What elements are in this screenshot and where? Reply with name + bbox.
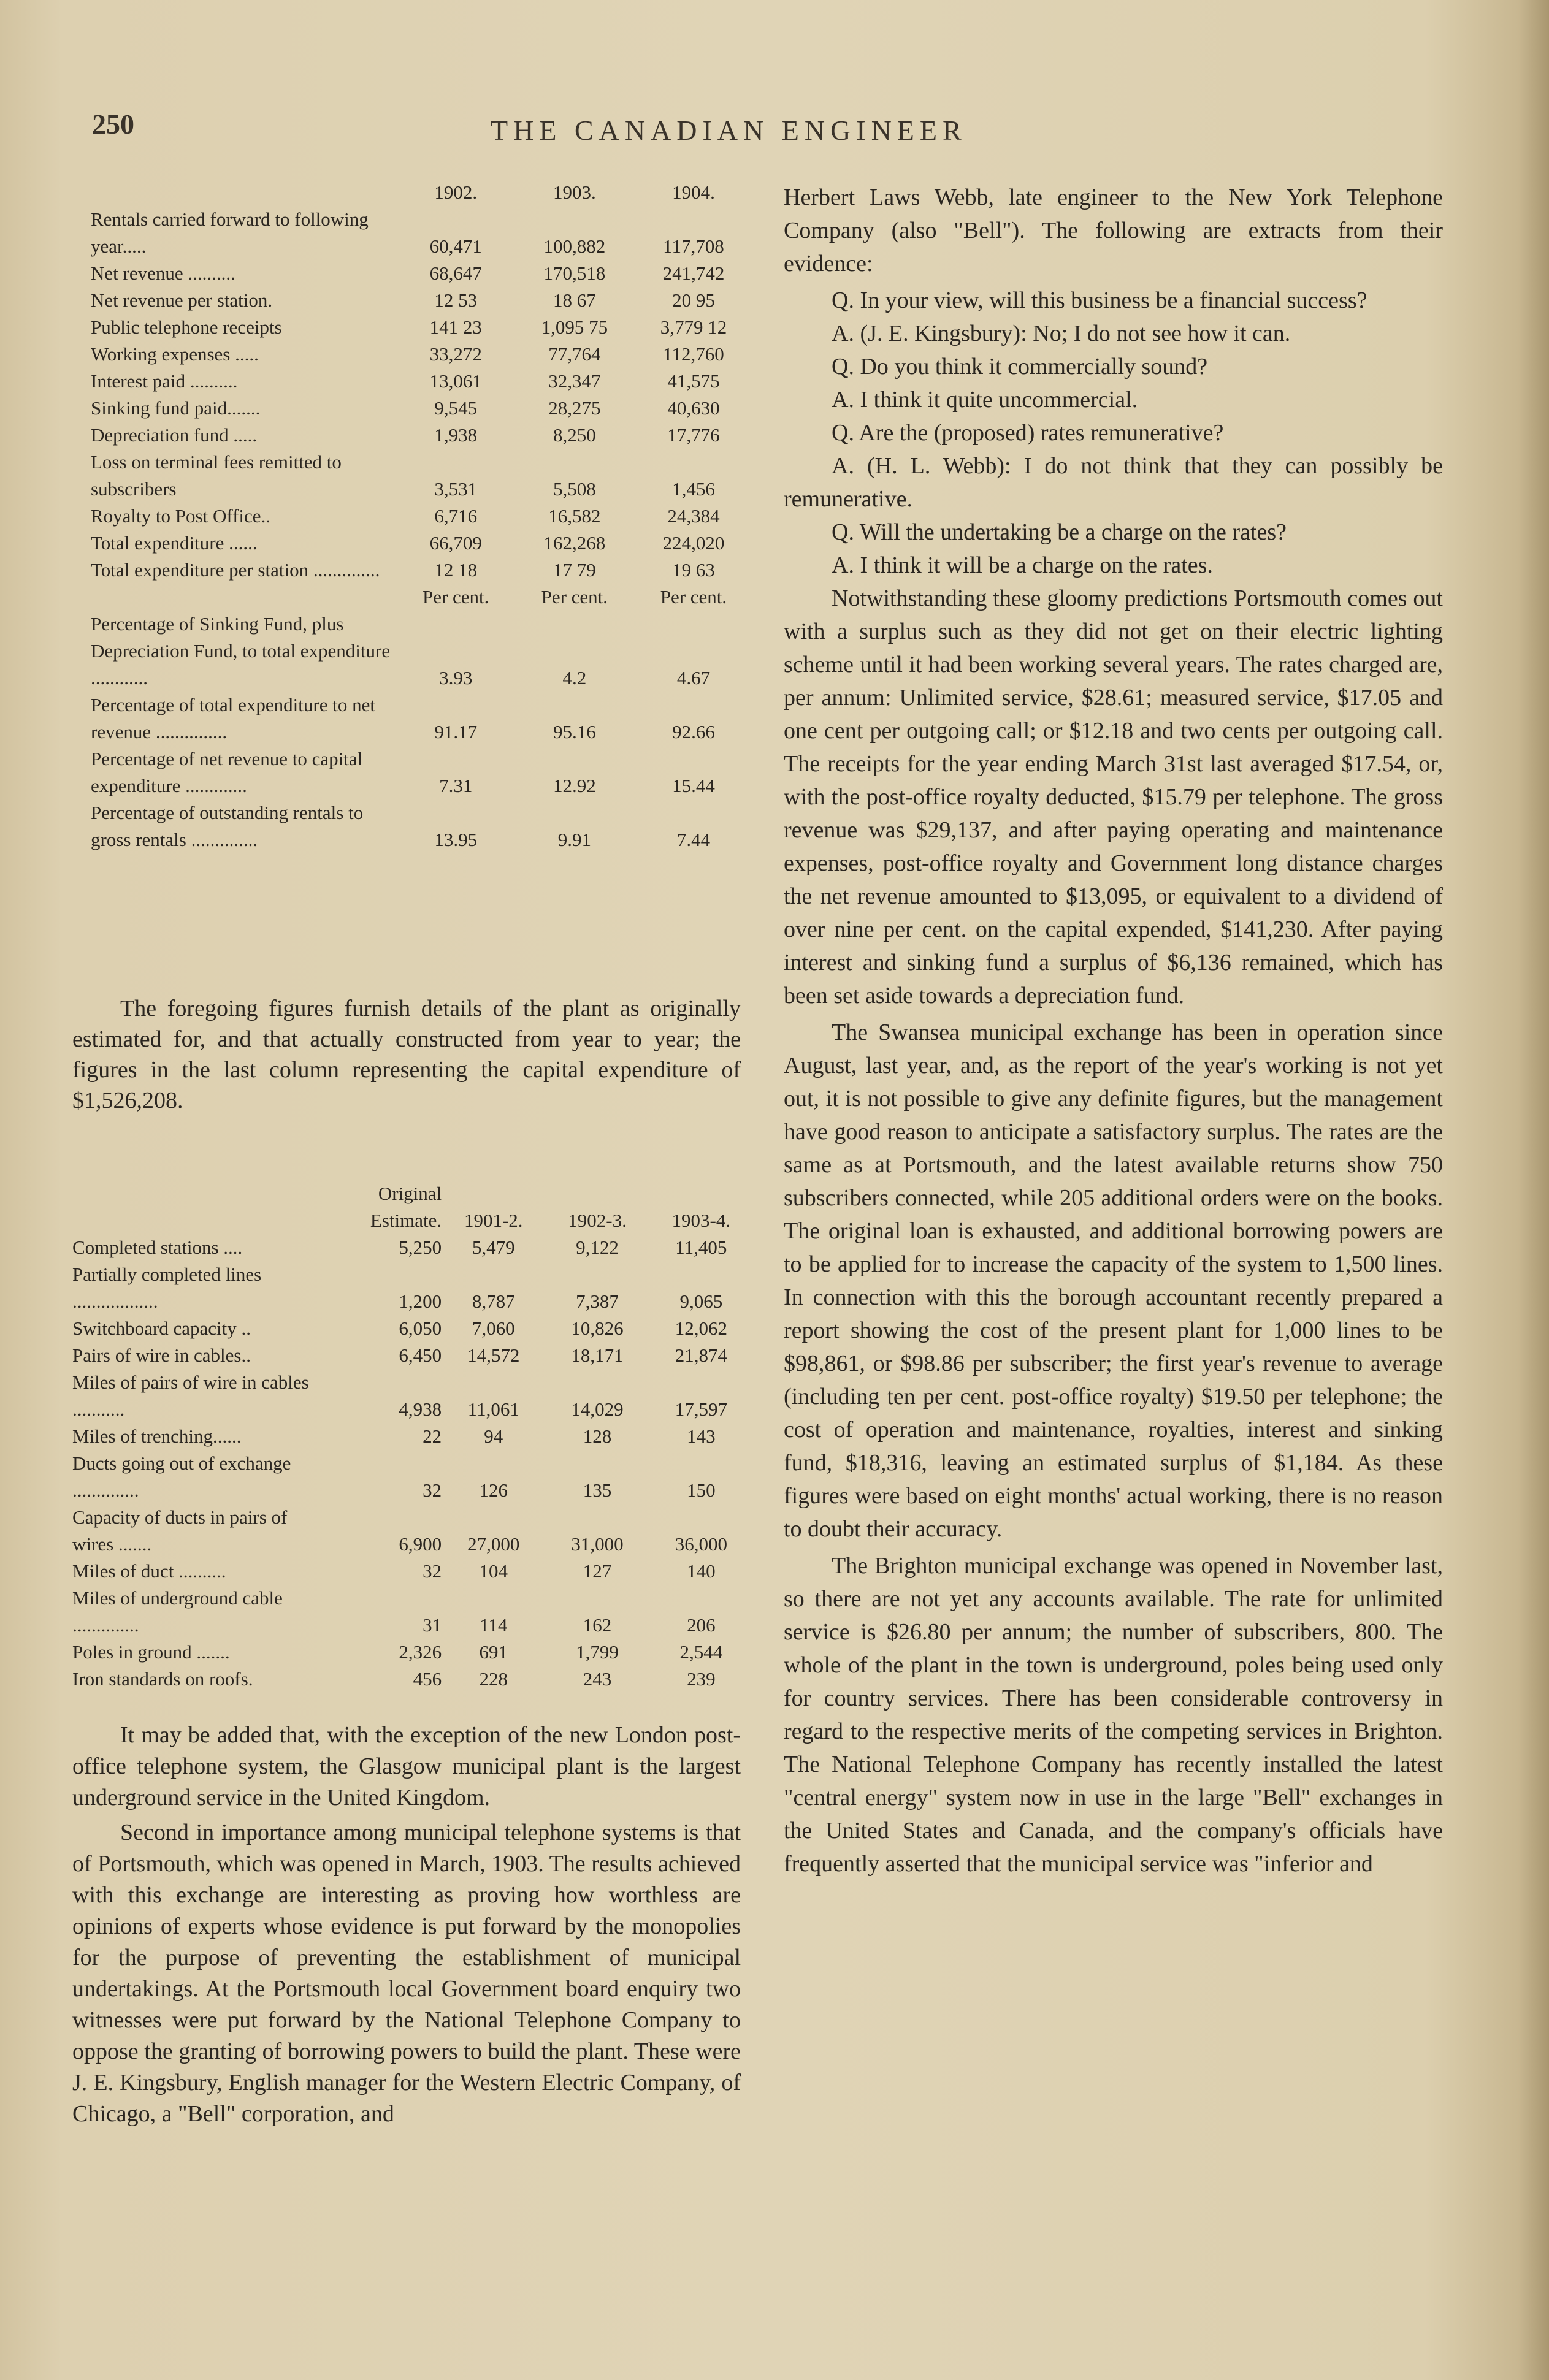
table-cell: 7.31 bbox=[439, 775, 473, 796]
table-cell: 13,061 bbox=[429, 370, 482, 392]
table-cell: 17,597 bbox=[675, 1398, 727, 1420]
table-cell: 31 bbox=[423, 1614, 442, 1636]
table-row bbox=[72, 1261, 753, 1315]
row-label: Sinking fund paid....... bbox=[91, 397, 261, 419]
column-header: 1904. bbox=[672, 181, 715, 203]
table1-commentary bbox=[72, 993, 741, 1119]
answer: A. I think it will be a charge on the rates. bbox=[832, 552, 1213, 578]
table-cell: 66,709 bbox=[429, 532, 482, 554]
row-label: Rentals carried forward to following year..... bbox=[91, 208, 369, 257]
table-cell: 6,450 bbox=[399, 1344, 442, 1366]
table-cell: 32 bbox=[423, 1479, 442, 1501]
row-label: Miles of pairs of wire in cables ........... bbox=[72, 1371, 309, 1420]
row-label: Miles of duct .......... bbox=[72, 1560, 226, 1582]
table-cell: 241,742 bbox=[662, 262, 725, 284]
table-row bbox=[72, 1369, 753, 1423]
table-cell: 95.16 bbox=[553, 721, 596, 742]
table-row bbox=[91, 314, 753, 341]
table-cell: 4,938 bbox=[399, 1398, 442, 1420]
table-cell: 135 bbox=[583, 1479, 612, 1501]
table-cell: 31,000 bbox=[571, 1533, 624, 1555]
table-cell: 27,000 bbox=[467, 1533, 520, 1555]
row-label: Poles in ground ....... bbox=[72, 1641, 230, 1663]
paragraph: Notwithstanding these gloomy predictions Portsmouth comes out with a surplus such as they did not get on their electric lighting scheme until it had been working several years. The rates charged are, per annum: Unlimited service, $28.61; measured service, $17.05 and one cent per outgoing call; or $12.18 and two cents per outgoing call. The receipts for the year ending March 31st last averaged $17.54, or, with the post-office royalty deducted, $15.79 per telephone. The gross revenue was $29,137, and after paying operating and maintenance expenses, post-office royalty and Government long distance charges the net revenue amounted to $13,095, or equivalent to a dividend of over nine per cent. on the capital expended, $141,230. After paying interest and sinking fund a surplus of $6,136 remained, which has been set aside towards a depreciation fund. bbox=[784, 585, 1443, 1009]
table-cell: 112,760 bbox=[663, 343, 724, 365]
table-cell: 21,874 bbox=[675, 1344, 727, 1366]
table-cell: 68,647 bbox=[429, 262, 482, 284]
table-cell: 28,275 bbox=[548, 397, 601, 419]
plant-statistics-table bbox=[72, 1180, 753, 1693]
row-label: Loss on terminal fees remitted to subscribers bbox=[91, 451, 342, 500]
row-label: Percentage of Sinking Fund, plus Depreciation Fund, to total expenditure ............ bbox=[91, 613, 391, 688]
table-cell: 6,900 bbox=[399, 1533, 442, 1555]
row-label: Total expenditure ...... bbox=[91, 532, 258, 554]
table-cell: Per cent. bbox=[541, 586, 608, 608]
table-cell: 5,479 bbox=[472, 1237, 515, 1258]
table-cell: 8,787 bbox=[472, 1291, 515, 1312]
row-label: Royalty to Post Office.. bbox=[91, 505, 271, 527]
table-cell: 117,708 bbox=[663, 235, 724, 257]
table-cell: 9,065 bbox=[679, 1291, 723, 1312]
table-cell: 14,029 bbox=[571, 1398, 624, 1420]
table-cell: 77,764 bbox=[548, 343, 601, 365]
table-cell: 32 bbox=[423, 1560, 442, 1582]
table-cell: 5,250 bbox=[399, 1237, 442, 1258]
row-label: Percentage of outstanding rentals to gross rentals .............. bbox=[91, 802, 364, 850]
table-cell: 4.67 bbox=[676, 667, 711, 688]
page-number: 250 bbox=[92, 109, 134, 140]
table-row bbox=[72, 1666, 753, 1693]
column-header: 1902-3. bbox=[568, 1210, 627, 1231]
left-column-text bbox=[72, 1720, 741, 2134]
table-cell: 243 bbox=[583, 1668, 612, 1690]
table-cell: 456 bbox=[413, 1668, 442, 1690]
table-cell: 32,347 bbox=[548, 370, 601, 392]
right-column-text bbox=[784, 181, 1443, 1884]
table-cell: 228 bbox=[479, 1668, 508, 1690]
table-row bbox=[91, 611, 753, 692]
row-label: Completed stations .... bbox=[72, 1237, 243, 1258]
answer: A. (H. L. Webb): I do not think that they can possibly be remunerative. bbox=[784, 453, 1443, 512]
row-label: Miles of underground cable .............. bbox=[72, 1587, 283, 1636]
table-cell: 1,938 bbox=[434, 424, 478, 446]
table-row bbox=[91, 557, 753, 584]
table-cell: 15.44 bbox=[672, 775, 715, 796]
table-cell: 20 95 bbox=[672, 289, 715, 311]
table-cell: 18 67 bbox=[553, 289, 596, 311]
table-row bbox=[91, 449, 753, 503]
paragraph: It may be added that, with the exception of the new London post-office telephone system, the Glasgow municipal plant is the largest underground service in the United Kingdom. bbox=[72, 1722, 741, 1810]
page-header bbox=[0, 108, 1549, 151]
table-cell: 162 bbox=[583, 1614, 612, 1636]
table-cell: 114 bbox=[480, 1614, 508, 1636]
table-row bbox=[72, 1423, 753, 1450]
table-cell: 224,020 bbox=[662, 532, 725, 554]
table-cell: 12.92 bbox=[553, 775, 596, 796]
table-row bbox=[91, 422, 753, 449]
table-cell: 17,776 bbox=[667, 424, 720, 446]
table-cell: 11,405 bbox=[675, 1237, 727, 1258]
table-cell: 40,630 bbox=[667, 397, 720, 419]
row-label: Miles of trenching...... bbox=[72, 1425, 242, 1447]
table-cell: 128 bbox=[583, 1425, 612, 1447]
table-cell: 141 23 bbox=[429, 316, 482, 338]
table-cell: 1,200 bbox=[399, 1291, 442, 1312]
table-cell: 41,575 bbox=[667, 370, 720, 392]
table-cell: 127 bbox=[583, 1560, 612, 1582]
table-cell: 691 bbox=[479, 1641, 508, 1663]
table-cell: 143 bbox=[687, 1425, 716, 1447]
table-row bbox=[72, 1315, 753, 1342]
row-label: Pairs of wire in cables.. bbox=[72, 1344, 251, 1366]
table-cell: 13.95 bbox=[434, 829, 478, 850]
row-label: Percentage of total expenditure to net revenue ............... bbox=[91, 694, 375, 742]
row-label: Total expenditure per station .............. bbox=[91, 559, 380, 581]
table-cell: 100,882 bbox=[543, 235, 606, 257]
table-cell: 170,518 bbox=[543, 262, 606, 284]
table-row bbox=[72, 1639, 753, 1666]
table-cell: 8,250 bbox=[553, 424, 596, 446]
column-header: 1903-4. bbox=[671, 1210, 731, 1231]
table-cell: 12 18 bbox=[434, 559, 478, 581]
question: Q. Are the (proposed) rates remunerative? bbox=[832, 420, 1224, 446]
table-row bbox=[91, 395, 753, 422]
table-cell: 150 bbox=[687, 1479, 716, 1501]
paragraph: Second in importance among municipal telephone systems is that of Portsmouth, which was opened in March, 1903. The results achieved with this exchange are interesting as proving how worthless are opinions of experts whose evidence is put forward by the monopolies for the purpose of preventing the establishment of municipal undertakings. At the Portsmouth local Government board enquiry two witnesses were put forward by the National Telephone Company to oppose the granting of borrowing powers to build the plant. These were J. E. Kingsbury, English manager for the Western Electric Company, of Chicago, a "Bell" corporation, and bbox=[72, 1820, 741, 2127]
paragraph: The Swansea municipal exchange has been in operation since August, last year, and, as the report of the year's working is not yet out, it is not possible to give any definite figures, but the management have good reason to anticipate a satisfactory surplus. The rates are the same as at Portsmouth, and the latest available returns show 750 subscribers connected, while 205 additional orders were on the books. The original loan is exhausted, and additional borrowing powers are to be applied for to increase the capacity of the system to 1,500 lines. In connection with this the borough accountant recently prepared a report showing the cost of the present plant for 1,000 lines to be $98,861, or $98.86 per subscriber; the first year's revenue to average (including ten per cent. post-office royalty) $19.50 per telephone; the cost of operation and maintenance, royalties, interest and sinking fund, $18,316, leaving an estimated surplus of $1,184. As these figures were based on eight months' actual working, there is no reason to doubt their accuracy. bbox=[784, 1020, 1443, 1542]
table-cell: 4.2 bbox=[562, 667, 587, 688]
question: Q. In your view, will this business be a financial success? bbox=[832, 288, 1367, 313]
table-cell: 12,062 bbox=[675, 1318, 727, 1339]
table-cell: 14,572 bbox=[467, 1344, 520, 1366]
table-cell: 1,799 bbox=[576, 1641, 619, 1663]
table-row bbox=[91, 368, 753, 395]
row-label: Net revenue per station. bbox=[91, 289, 273, 311]
table-cell: 16,582 bbox=[548, 505, 601, 527]
table-row bbox=[91, 503, 753, 530]
column-header: 1903. bbox=[553, 181, 596, 203]
row-label: Switchboard capacity .. bbox=[72, 1318, 251, 1339]
table-cell: 1,095 75 bbox=[541, 316, 608, 338]
table-row bbox=[91, 746, 753, 799]
table-row bbox=[91, 341, 753, 368]
table-cell: 5,508 bbox=[553, 478, 596, 500]
row-label: Net revenue .......... bbox=[91, 262, 235, 284]
table-header-row bbox=[91, 179, 753, 206]
paragraph: The Brighton municipal exchange was opened in November last, so there are not yet any accounts available. The rate for unlimited service is $26.80 per annum; the number of subscribers, 800. The whole of the plant in the town is underground, poles being used only for country services. There has been considerable controversy in regard to the respective merits of the competing services in Brighton. The National Telephone Company has recently installed the latest "central energy" system now in use in the large "Bell" exchanges in the United States and Canada, and the company's officials have frequently asserted that the municipal service was "inferior and bbox=[784, 1553, 1443, 1877]
table-cell: 3,779 12 bbox=[660, 316, 727, 338]
table-label-header bbox=[72, 1180, 333, 1234]
row-label: Depreciation fund ..... bbox=[91, 424, 258, 446]
table-cell: 2,544 bbox=[679, 1641, 723, 1663]
table-row bbox=[72, 1450, 753, 1504]
table-cell: 18,171 bbox=[571, 1344, 624, 1366]
table-cell: 9,122 bbox=[576, 1237, 619, 1258]
table-label-header bbox=[91, 179, 397, 206]
table-row bbox=[72, 1558, 753, 1585]
table-cell: 10,826 bbox=[571, 1318, 624, 1339]
table-cell: 94 bbox=[484, 1425, 503, 1447]
table-cell: 9,545 bbox=[434, 397, 478, 419]
table-cell: 7.44 bbox=[676, 829, 711, 850]
table-cell: 92.66 bbox=[672, 721, 715, 742]
table-header-row bbox=[72, 1180, 753, 1234]
column-header: Original Estimate. bbox=[370, 1183, 442, 1231]
row-label: Partially completed lines .................. bbox=[72, 1264, 262, 1312]
question: Q. Do you think it commercially sound? bbox=[832, 354, 1208, 380]
answer: A. I think it quite uncommercial. bbox=[832, 387, 1138, 413]
table-row bbox=[91, 260, 753, 287]
table-cell: 239 bbox=[687, 1668, 716, 1690]
table-cell: Per cent. bbox=[660, 586, 727, 608]
table-cell: 2,326 bbox=[399, 1641, 442, 1663]
table-cell: 17 79 bbox=[553, 559, 596, 581]
row-label: Interest paid .......... bbox=[91, 370, 238, 392]
row-label: Iron standards on roofs. bbox=[72, 1668, 253, 1690]
table-row bbox=[91, 692, 753, 746]
column-header: 1901-2. bbox=[464, 1210, 523, 1231]
table-cell: Per cent. bbox=[422, 586, 489, 608]
testimony-qa bbox=[784, 284, 1443, 582]
question: Q. Will the undertaking be a charge on the rates? bbox=[832, 519, 1287, 545]
table-cell: 7,060 bbox=[472, 1318, 515, 1339]
table-cell: 104 bbox=[479, 1560, 508, 1582]
table-cell: 7,387 bbox=[576, 1291, 619, 1312]
journal-title: THE CANADIAN ENGINEER bbox=[491, 115, 967, 146]
table-row bbox=[91, 287, 753, 314]
table-cell: 162,268 bbox=[543, 532, 606, 554]
row-label: Ducts going out of exchange .............. bbox=[72, 1452, 291, 1501]
table-cell: 140 bbox=[687, 1560, 716, 1582]
table-cell: 3.93 bbox=[439, 667, 473, 688]
paragraph: The foregoing figures furnish details of the plant as originally estimated for, and that actually constructed from year to year; the figures in the last column representing the capital expenditure of $1,526,208. bbox=[72, 996, 741, 1113]
table-cell: 126 bbox=[479, 1479, 508, 1501]
answer: A. (J. E. Kingsbury): No; I do not see how it can. bbox=[832, 321, 1291, 346]
table-cell: 9.91 bbox=[557, 829, 591, 850]
table-cell: 33,272 bbox=[429, 343, 482, 365]
column-header: 1902. bbox=[434, 181, 478, 203]
table-row bbox=[72, 1585, 753, 1639]
table-cell: 60,471 bbox=[429, 235, 482, 257]
table-cell: 3,531 bbox=[434, 478, 478, 500]
paragraph: Herbert Laws Webb, late engineer to the New York Telephone Company (also "Bell"). The following are extracts from their evidence: bbox=[784, 185, 1443, 277]
table-cell: 19 63 bbox=[672, 559, 715, 581]
table-row bbox=[72, 1504, 753, 1558]
table-cell: 11,061 bbox=[467, 1398, 519, 1420]
table-row bbox=[91, 584, 753, 611]
table-cell: 1,456 bbox=[672, 478, 715, 500]
table-row bbox=[91, 799, 753, 853]
table-cell: 24,384 bbox=[667, 505, 720, 527]
table-row bbox=[72, 1234, 753, 1261]
table-row bbox=[72, 1342, 753, 1369]
row-label: Public telephone receipts bbox=[91, 316, 282, 338]
table-cell: 206 bbox=[687, 1614, 716, 1636]
table-cell: 22 bbox=[423, 1425, 442, 1447]
row-label: Percentage of net revenue to capital expenditure ............. bbox=[91, 748, 363, 796]
table-row bbox=[91, 530, 753, 557]
row-label: Capacity of ducts in pairs of wires ....... bbox=[72, 1506, 288, 1555]
table-row bbox=[91, 206, 753, 260]
table-cell: 36,000 bbox=[675, 1533, 727, 1555]
row-label: Working expenses ..... bbox=[91, 343, 259, 365]
table-cell: 6,050 bbox=[399, 1318, 442, 1339]
row-label bbox=[91, 584, 397, 611]
table-cell: 6,716 bbox=[434, 505, 478, 527]
table-cell: 91.17 bbox=[434, 721, 478, 742]
revenue-statistics-table bbox=[91, 179, 753, 853]
table-cell: 12 53 bbox=[434, 289, 478, 311]
